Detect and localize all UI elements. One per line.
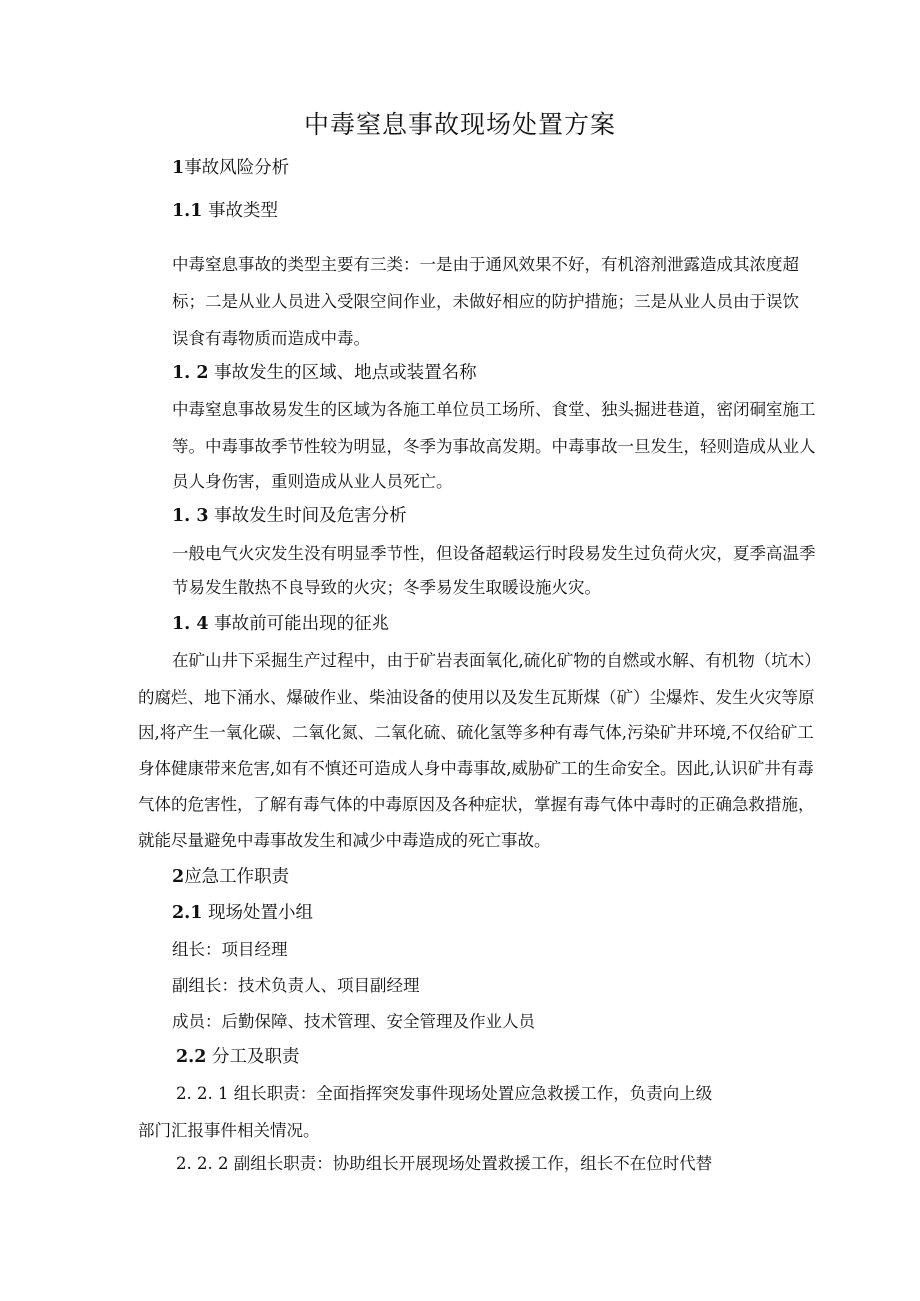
section-title: 事故类型: [208, 201, 279, 221]
section-heading-1-1: [172, 201, 278, 221]
section-number: 2.2: [176, 1047, 207, 1067]
section-number: 1.1: [172, 201, 203, 221]
section-heading-2-1: [172, 903, 313, 923]
section-number: 2.1: [172, 903, 203, 923]
section-heading-2: [172, 867, 289, 887]
duty-line: 2. 2. 2 副组长职责：协助组长开展现场处置救援工作，组长不在位时代替: [176, 1154, 713, 1173]
section-heading-1: [172, 158, 289, 178]
paragraph-line: 一般电气火灾发生没有明显季节性，但设备超载运行时段易发生过负荷火灾，夏季高温季: [172, 544, 816, 563]
section-heading-1-3: [172, 506, 407, 526]
section-heading-1-4: [172, 614, 389, 634]
duty-line: 部门汇报事件相关情况。: [138, 1121, 320, 1140]
section-title: 现场处置小组: [208, 903, 314, 923]
section-title: 事故前可能出现的征兆: [214, 614, 390, 634]
paragraph-line: 中毒窒息事故易发生的区域为各施工单位员工场所、食堂、独头掘进巷道，密闭硐室施工: [172, 400, 816, 419]
paragraph-line: 气体的危害性，了解有毒气体的中毒原因及各种症状，掌握有毒气体中毒时的正确急救措施，: [138, 795, 815, 814]
team-deputy-leader: 副组长：技术负责人、项目副经理: [172, 976, 420, 995]
section-heading-2-2: [176, 1047, 300, 1067]
section-number: 1. 3: [172, 506, 209, 526]
duty-line: 2. 2. 1 组长职责：全面指挥突发事件现场处置应急救援工作，负责向上级: [176, 1084, 713, 1103]
paragraph-line: 员人身伤害，重则造成从业人员死亡。: [172, 472, 453, 491]
team-leader: 组长：项目经理: [172, 940, 288, 959]
paragraph-line: 身体健康带来危害,如有不慎还可造成人身中毒事故,威胁矿工的生命安全。因此,认识矿井有毒: [138, 759, 814, 778]
section-heading-1-2: [172, 363, 477, 383]
paragraph-line: 误食有毒物质而造成中毒。: [172, 329, 370, 348]
paragraph-line: 因,将产生一氧化碳、二氧化氮、二氧化硫、硫化氢等多种有毒气体,污染矿井环境,不仅给矿工: [138, 723, 814, 742]
paragraph-line: 标；二是从业人员进入受限空间作业，未做好相应的防护措施；三是从业人员由于误饮: [172, 292, 799, 311]
paragraph-line: 等。中毒事故季节性较为明显，冬季为事故高发期。中毒事故一旦发生，轻则造成从业人: [172, 437, 816, 456]
team-members: 成员：后勤保障、技术管理、安全管理及作业人员: [172, 1012, 535, 1031]
paragraph-line: 的腐烂、地下涌水、爆破作业、柴油设备的使用以及发生瓦斯煤（矿）尘爆炸、发生火灾等原: [138, 688, 815, 707]
section-title: 应急工作职责: [184, 867, 290, 887]
section-number: 1. 2: [172, 363, 209, 383]
section-title: 事故发生时间及危害分析: [214, 506, 407, 526]
section-number: 2: [172, 867, 185, 887]
page-title: 中毒窒息事故现场处置方案: [303, 110, 616, 139]
paragraph-line: 就能尽量避免中毒事故发生和减少中毒造成的死亡事故。: [138, 831, 551, 850]
paragraph-line: 中毒窒息事故的类型主要有三类：一是由于通风效果不好，有机溶剂泄露造成其浓度超: [172, 255, 799, 274]
section-title: 分工及职责: [212, 1047, 300, 1067]
paragraph-line: 节易发生散热不良导致的火灾；冬季易发生取暖设施火灾。: [172, 578, 601, 597]
section-number: 1. 4: [172, 614, 209, 634]
section-title: 事故发生的区域、地点或装置名称: [214, 363, 477, 383]
section-title: 事故风险分析: [184, 158, 290, 178]
paragraph-line: 在矿山井下采掘生产过程中，由于矿岩表面氧化,硫化矿物的自燃或水解、有机物（坑木）: [172, 651, 821, 670]
section-number: 1: [172, 158, 185, 178]
